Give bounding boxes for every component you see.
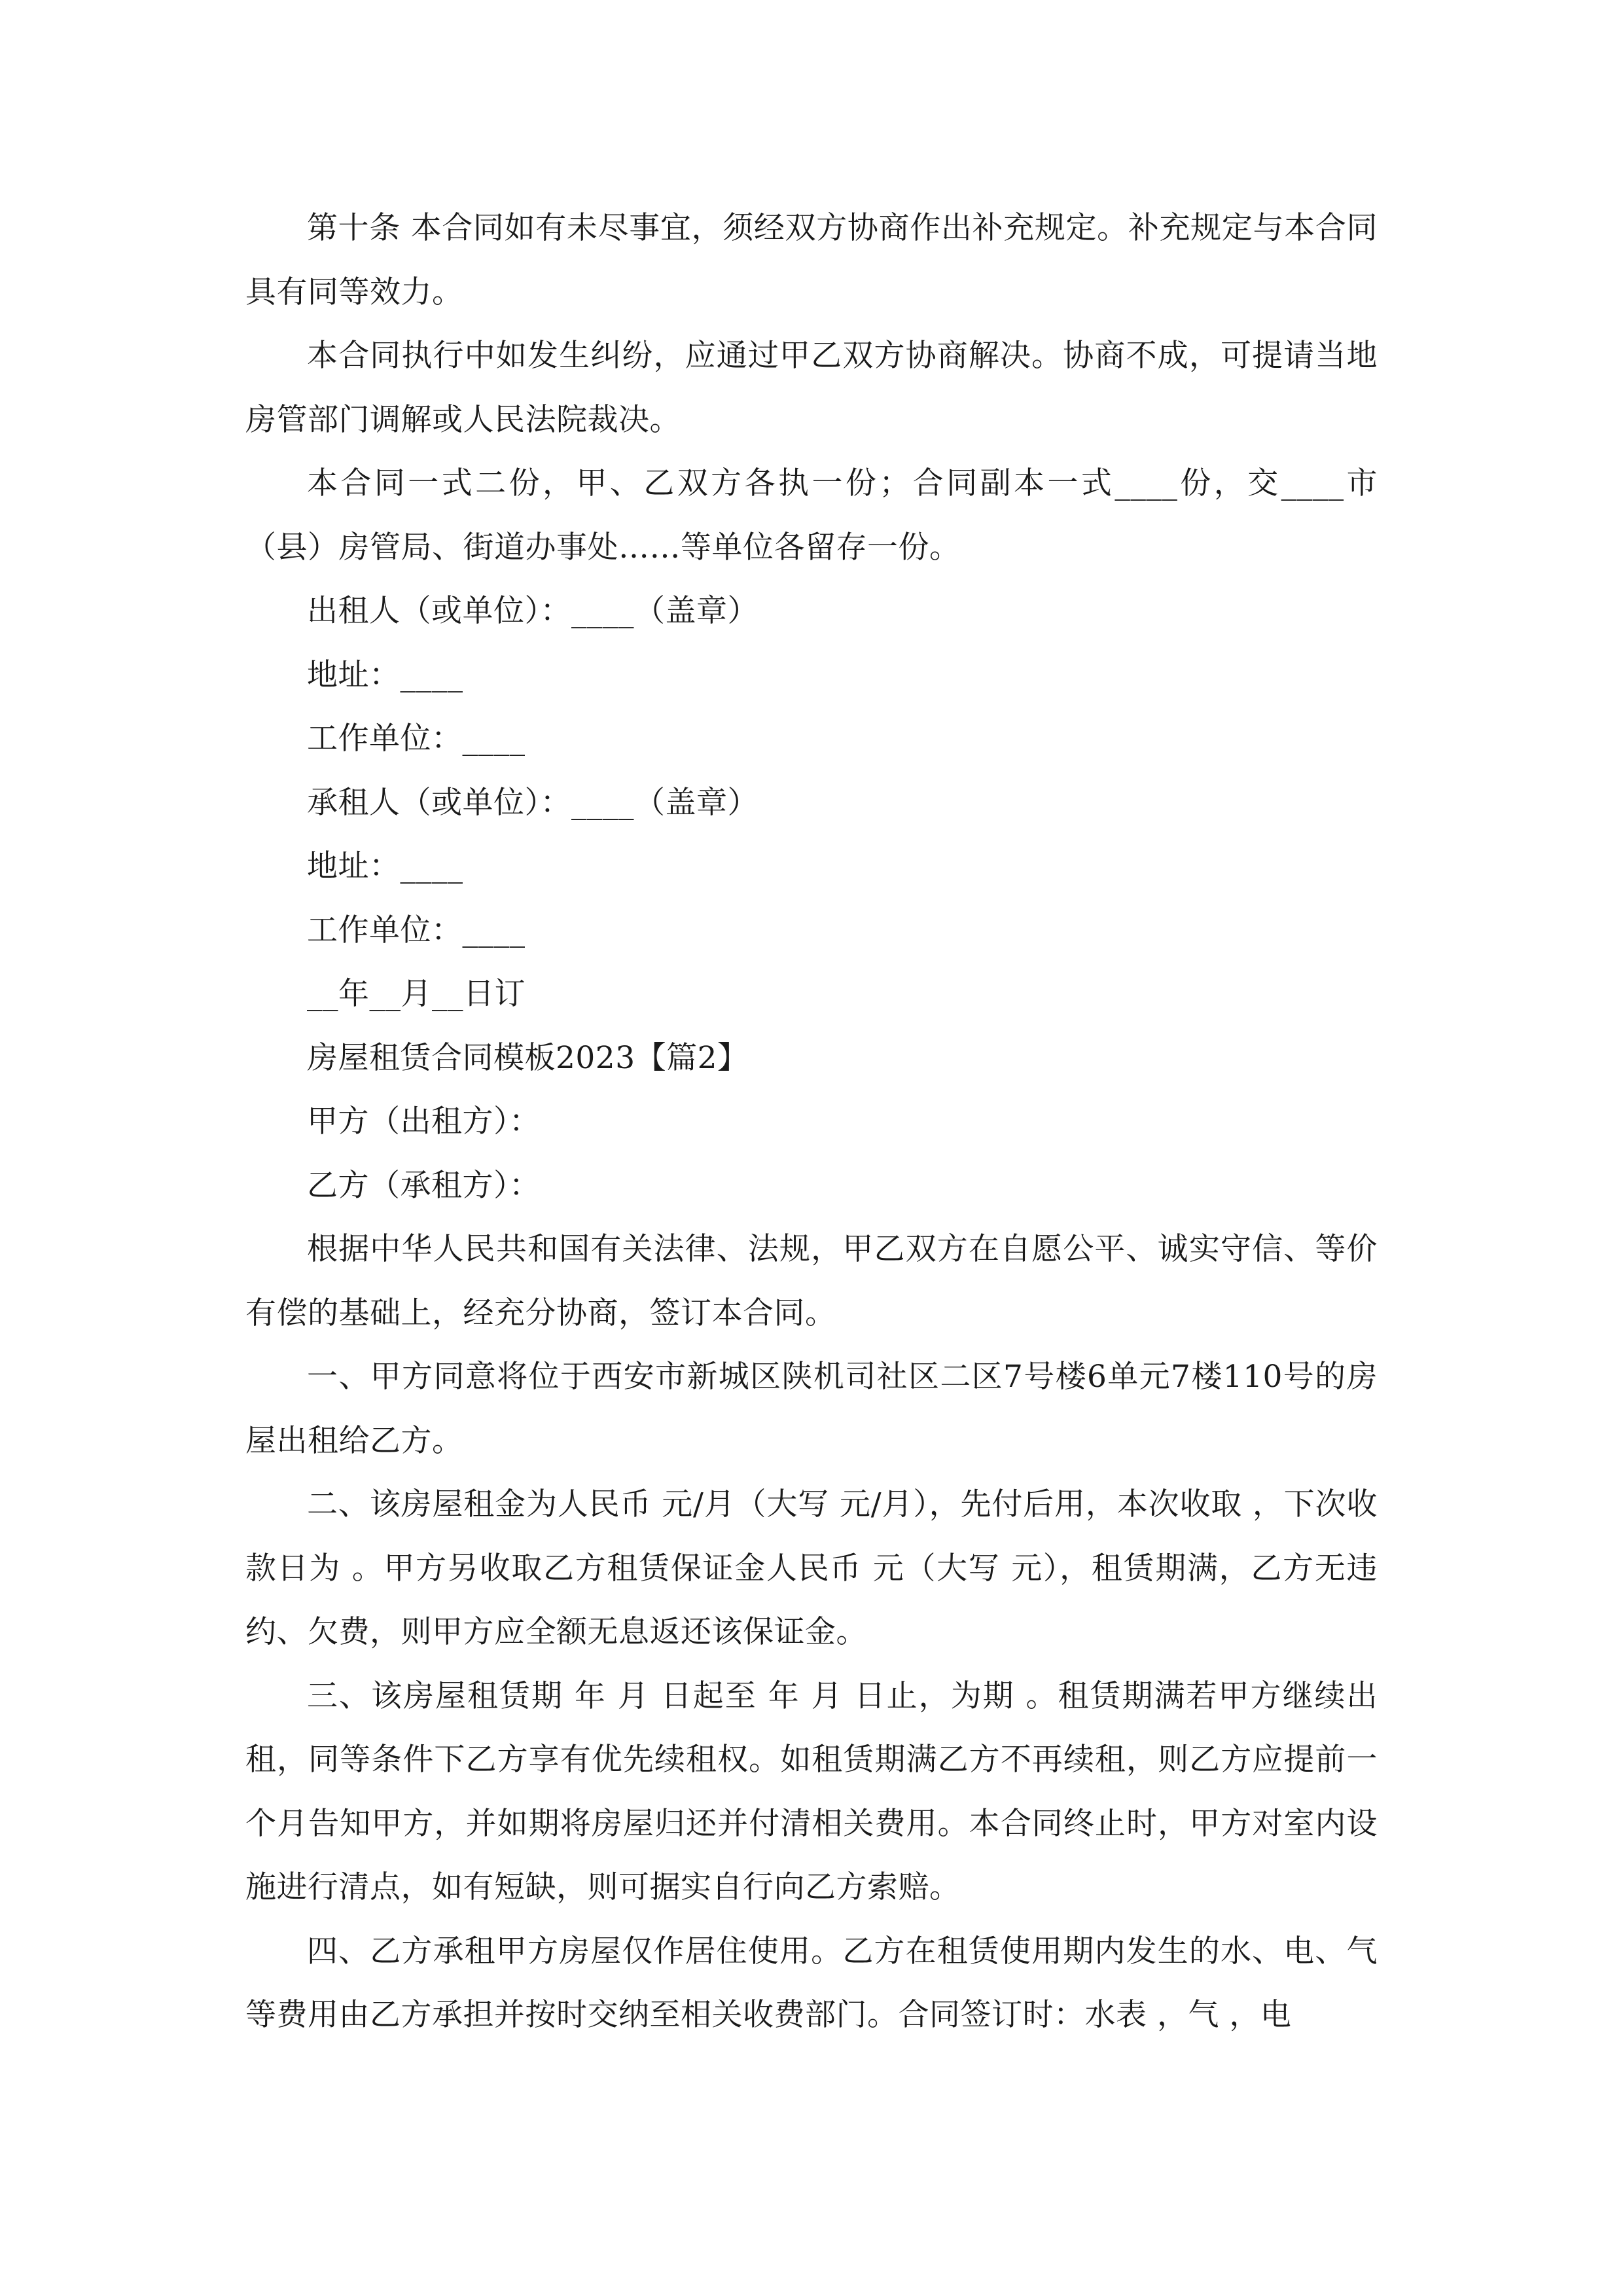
lessee-workplace-line: 工作单位：____ (307, 912, 526, 948)
lessor-signature-line: 出租人（或单位）：____（盖章） (307, 593, 758, 629)
section-heading: 房屋租赁合同模板2023【篇2】 (307, 1039, 749, 1076)
clause-ten-paragraph: 第十条 本合同如有未尽事宜，须经双方协商作出补充规定。补充规定与本合同具有同等效力。 (245, 210, 1378, 310)
copies-paragraph: 本合同一式二份，甲、乙双方各执一份；合同副本一式____份，交____市（县）房管局、街道办事处……等单位各留存一份。 (245, 465, 1378, 565)
party-a-line: 甲方（出租方）： (307, 1103, 541, 1139)
date-line: __年__月__日订 (307, 976, 526, 1012)
lessor-address-line: 地址：____ (307, 656, 463, 693)
party-b-line: 乙方（承租方）： (307, 1167, 541, 1204)
clause-two-paragraph: 二、该房屋租金为人民币 元/月（大写 元/月），先付后用，本次收取 ，下次收款日为 。甲方另收取乙方租赁保证金人民币 元（大写 元），租赁期满，乙方无违约、欠费，则甲方应全额无息返还该保证金。 (245, 1486, 1378, 1650)
preamble-paragraph: 根据中华人民共和国有关法律、法规，甲乙双方在自愿公平、诚实守信、等价有偿的基础上，经充分协商，签订本合同。 (245, 1231, 1378, 1331)
clause-one-paragraph: 一、甲方同意将位于西安市新城区陕机司社区二区7号楼6单元7楼110号的房屋出租给乙方。 (245, 1359, 1378, 1459)
dispute-paragraph: 本合同执行中如发生纠纷，应通过甲乙双方协商解决。协商不成，可提请当地房管部门调解或人民法院裁决。 (245, 338, 1378, 438)
lessee-signature-line: 承租人（或单位）：____（盖章） (307, 784, 758, 821)
clause-three-paragraph: 三、该房屋租赁期 年 月 日起至 年 月 日止，为期 。租赁期满若甲方继续出租，同等条件下乙方享有优先续租权。如租赁期满乙方不再续租，则乙方应提前一个月告知甲方，并如期将房屋归还并付清相关费用。本合同终止时，甲方对室内设施进行清点，如有短缺，则可据实自行向乙方索赔。 (245, 1677, 1378, 1905)
clause-four-paragraph: 四、乙方承租甲方房屋仅作居住使用。乙方在租赁使用期内发生的水、电、气等费用由乙方承担并按时交纳至相关收费部门。合同签订时：水表 ，气 ，电 (245, 1933, 1378, 2033)
lessee-address-line: 地址：____ (307, 848, 463, 884)
document-body (245, 196, 1378, 2047)
lessor-workplace-line: 工作单位：____ (307, 721, 526, 757)
